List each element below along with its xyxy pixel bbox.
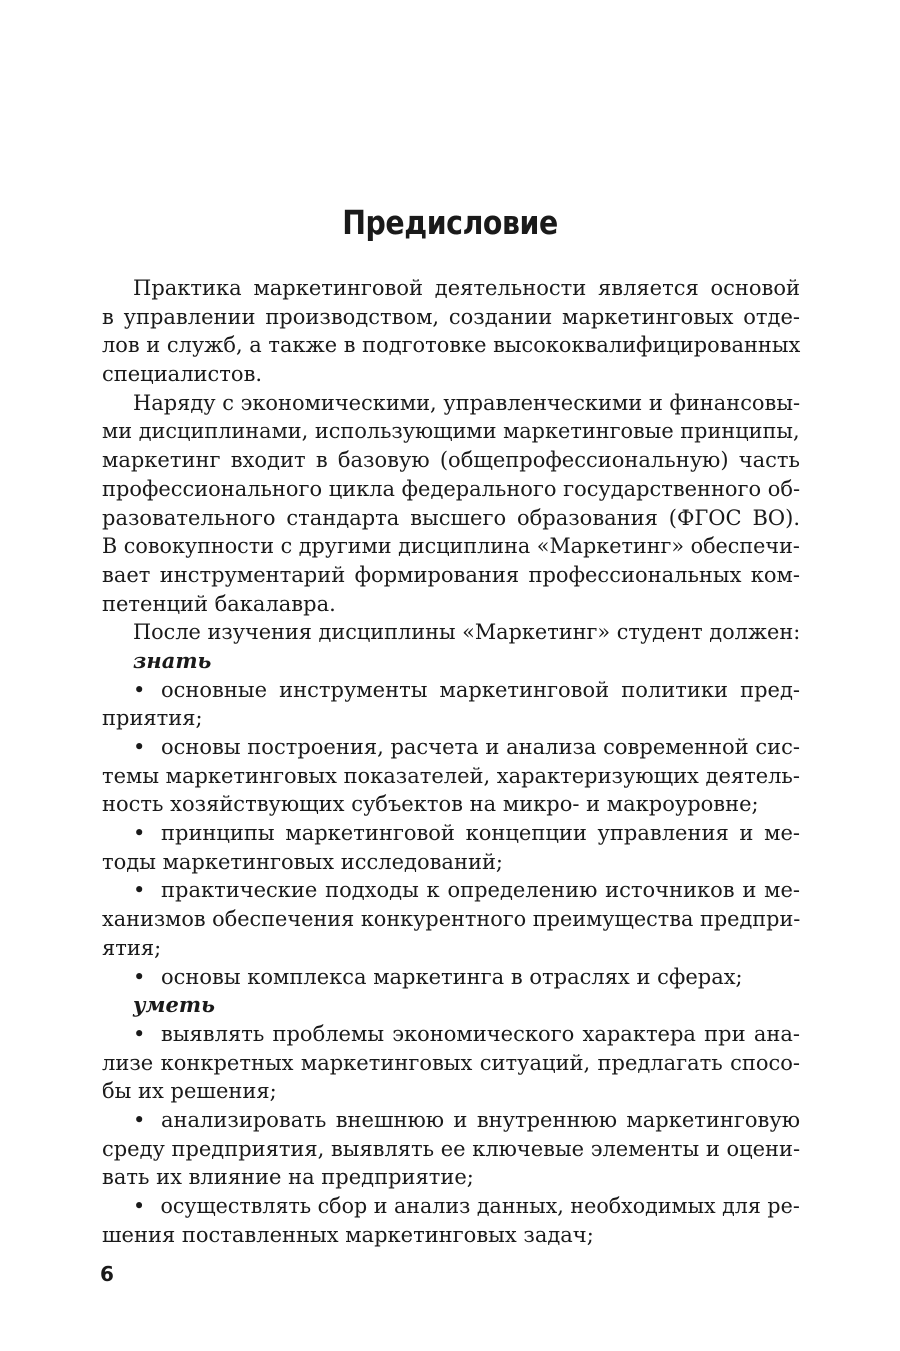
- text-line: [102, 1135, 800, 1164]
- text-line: [102, 532, 800, 561]
- line-text: бы их решения;: [102, 1079, 277, 1104]
- bullet-item-line: [102, 733, 800, 762]
- text-line: [102, 389, 800, 418]
- line-text: вать их влияние на предприятие;: [102, 1165, 474, 1190]
- bullet-item-line: [102, 1192, 800, 1221]
- text-line: [102, 504, 800, 533]
- text-line: [102, 561, 800, 590]
- page-title: Предисловие: [342, 203, 558, 242]
- line-text: принципы маркетинговой концепции управления и ме-: [161, 821, 800, 846]
- page-number: 6: [100, 1262, 114, 1286]
- section-label-line: [102, 991, 800, 1020]
- bullet-icon: •: [133, 1021, 146, 1046]
- text-line: [102, 762, 800, 791]
- bullet-item-line: [102, 1020, 800, 1049]
- line-text: анализировать внешнюю и внутреннюю маркетинговую: [161, 1107, 800, 1132]
- bullet-icon: •: [133, 964, 146, 989]
- text-line: [102, 905, 800, 934]
- bullet-item-line: [102, 876, 800, 905]
- text-line: [102, 704, 800, 733]
- line-text: разовательного стандарта высшего образования (ФГОС ВО).: [102, 505, 800, 530]
- bullet-item-line: [102, 819, 800, 848]
- line-text: выявлять проблемы экономического характера при ана-: [161, 1021, 800, 1046]
- line-text: маркетинг входит в базовую (общепрофессиональную) часть: [102, 448, 800, 473]
- line-text: ми дисциплинами, использующими маркетинговые принципы,: [102, 419, 800, 444]
- line-text: основы комплекса маркетинга в отраслях и сферах;: [161, 964, 743, 989]
- bullet-item-line: [102, 1106, 800, 1135]
- line-text: основные инструменты маркетинговой политики пред-: [161, 677, 800, 702]
- line-text: ятия;: [102, 935, 162, 960]
- line-text: После изучения дисциплины «Маркетинг» студент должен:: [133, 620, 801, 645]
- section-label: уметь: [133, 992, 215, 1018]
- text-line: [102, 1077, 800, 1106]
- text-line: [102, 1049, 800, 1078]
- line-text: Практика маркетинговой деятельности является основой: [133, 276, 800, 300]
- text-line: [102, 934, 800, 963]
- line-text: профессионального цикла федерального государственного об-: [102, 476, 801, 501]
- line-text: практические подходы к определению источников и ме-: [161, 878, 800, 903]
- line-text: специалистов.: [102, 362, 263, 387]
- line-text: тоды маркетинговых исследований;: [102, 849, 504, 874]
- section-label-line: [102, 647, 800, 676]
- bullet-icon: •: [133, 1194, 146, 1218]
- text-line: [102, 274, 800, 303]
- text-line: [102, 446, 800, 475]
- line-text: шения поставленных маркетинговых задач;: [102, 1222, 594, 1247]
- line-text: Наряду с экономическими, управленческими и финансовы-: [133, 390, 801, 415]
- body-text: [102, 274, 800, 1249]
- line-text: в управлении производством, создании маркетинговых отде-: [102, 304, 800, 329]
- text-line: [102, 618, 800, 647]
- line-text: петенций бакалавра.: [102, 591, 336, 616]
- bullet-icon: •: [133, 1107, 146, 1132]
- section-label: знать: [133, 647, 212, 673]
- line-text: приятия;: [102, 706, 203, 731]
- line-text: вает инструментарий формирования профессиональных ком-: [102, 562, 800, 587]
- line-text: основы построения, расчета и анализа современной сис-: [161, 735, 800, 759]
- bullet-icon: •: [133, 677, 146, 702]
- line-text: темы маркетинговых показателей, характеризующих деятель-: [102, 763, 800, 788]
- bullet-icon: •: [133, 878, 146, 903]
- line-text: лизе конкретных маркетинговых ситуаций, предлагать спосо-: [102, 1050, 800, 1075]
- bullet-item-line: [102, 676, 800, 705]
- line-text: ность хозяйствующих субъектов на микро- и макроуровне;: [102, 792, 759, 817]
- line-text: лов и служб, а также в подготовке высококвалифицированных: [102, 333, 801, 358]
- bullet-icon: •: [133, 735, 146, 759]
- line-text: среду предприятия, выявлять ее ключевые элементы и оцени-: [102, 1136, 801, 1161]
- line-text: ханизмов обеспечения конкурентного преимущества предпри-: [102, 907, 801, 932]
- text-line: [102, 790, 800, 819]
- text-line: [102, 360, 800, 389]
- text-line: [102, 1163, 800, 1192]
- line-text: осуществлять сбор и анализ данных, необходимых для ре-: [160, 1194, 800, 1218]
- text-line: [102, 475, 800, 504]
- text-line: [102, 590, 800, 619]
- text-line: [102, 417, 800, 446]
- bullet-item-line: [102, 963, 800, 992]
- text-line: [102, 848, 800, 877]
- line-text: В совокупности с другими дисциплина «Маркетинг» обеспечи-: [102, 534, 800, 559]
- bullet-icon: •: [133, 821, 146, 846]
- text-line: [102, 1221, 800, 1250]
- text-line: [102, 303, 800, 332]
- text-line: [102, 331, 800, 360]
